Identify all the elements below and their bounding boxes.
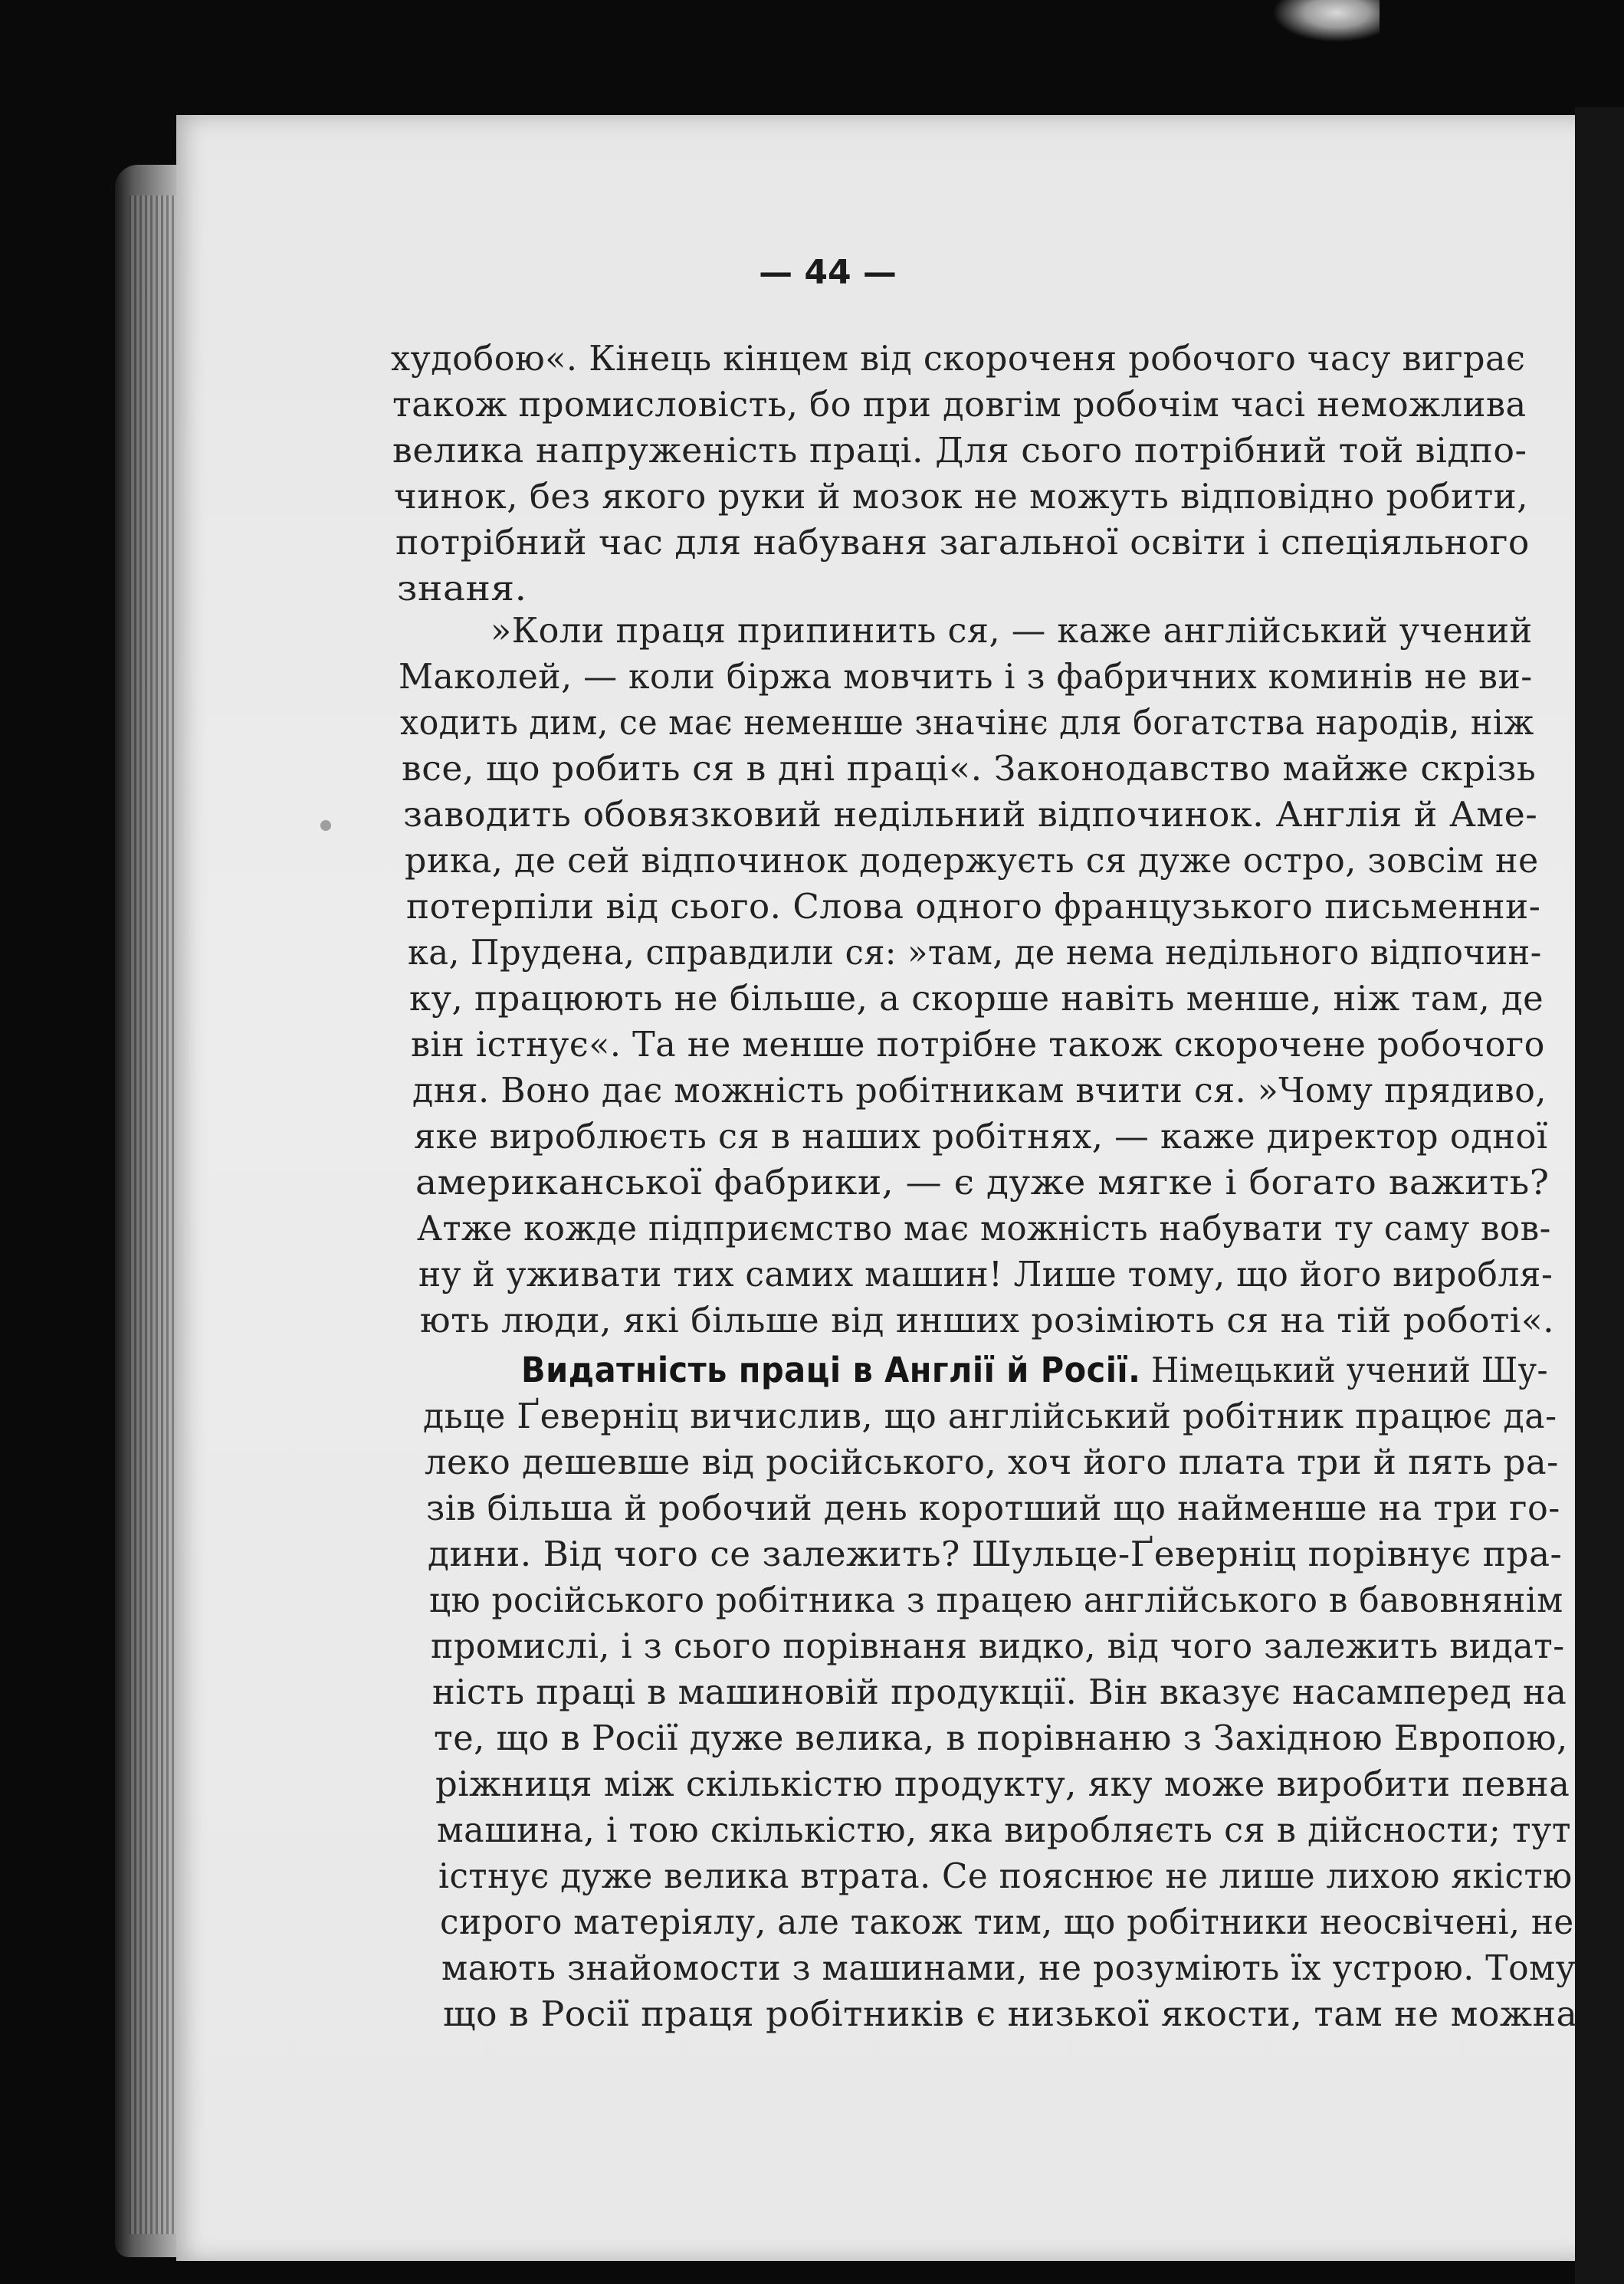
text-line: Маколей, — коли біржа мовчить і з фабричних коминів не ви- [399,656,1533,697]
text-line: все, що робить ся в дні праці«. Законодавство майже скрізь [402,748,1537,789]
text-line: заводить обовязковий недільний відпочинок. Англія й Аме- [403,794,1538,835]
text-line: ка, Прудена, справдили ся: »там, де нема недільного відпочин- [408,932,1542,973]
text-line: машина, і тою скількістю, яка виробляєть ся в дійсности; тут [437,1810,1572,1850]
text-line: ку, працюють не більше, а скорше навіть менше, ніж там, де [409,978,1544,1019]
text-line: яке вироблюєть ся в наших робітнях, — каже директор одної [414,1116,1548,1157]
text-line: дьце Ґеверніц вичислив, що англійський робітник працює да- [423,1396,1557,1436]
text-line: промислі, і з сього порівнаня видко, від чого залежить видат- [431,1626,1565,1666]
text-line: велика напруженість праці. Для сього потрібний той відпо- [392,430,1527,471]
text-line: сирого матеріялу, але також тим, що робітники неосвічені, не [440,1902,1574,1942]
text-line: мають знайомости з машинами, не розуміють їх устрою. Тому [441,1948,1576,1988]
text-line: цю російського робітника з працею англійського в бавовнянім [429,1580,1563,1620]
text-line: чинок, без якого руки й мозок не можуть відповідно робити, [394,476,1528,517]
section-heading: Видатність праці в Англії й Росії. [521,1350,1141,1390]
text-line: потерпіли від сього. Слова одного французького письменни- [406,886,1541,927]
text-line: Атже кожде підприємство має можність набувати ту саму вов- [417,1208,1551,1249]
text-line: леко дешевше від російського, хоч його плата три й пять ра- [425,1442,1559,1482]
scan-artifact [1272,0,1380,42]
book-cover-edge [1575,107,1624,2284]
text-line: потрібний час для набуваня загальної освіти і спеціяльного [395,522,1530,563]
text-line: знаня. [397,568,527,609]
text-line: те, що в Росії дуже велика, в порівнаню з Західною Европою, [434,1718,1568,1758]
text-line: ріжниця між скількістю продукту, яку може виробити певна [435,1764,1570,1804]
page-number: — 44 — [759,253,897,292]
text-line: дини. Від чого се залежить? Шульце-Ґеверніц порівнує пра- [428,1534,1563,1574]
text-line: дня. Воно дає можність робітникам вчити ся. »Чому прядиво, [412,1070,1547,1111]
text-line: рика, де сей відпочинок додержуєть ся дуже остро, зовсім не [405,840,1539,881]
text-line: американської фабрики, — є дуже мягке і богато важить? [415,1162,1550,1203]
section-heading-line [521,1350,1548,1390]
text-line: він істнує«. Та не менше потрібне також скорочене робочого [411,1024,1545,1065]
text-line: що в Росії праця робітників є низької якости, там не можна [443,1994,1578,2034]
text-line: ють люди, які більше від инших розіміють ся на тій роботі«. [420,1300,1555,1341]
text-line: також промисловість, бо при довгім робочім часі неможлива [392,384,1527,425]
text-line: істнує дуже велика втрата. Се пояснює не лише лихою якістю [438,1856,1573,1896]
text-line: худобою«. Кінець кінцем від скороченя робочого часу виграє [391,338,1526,379]
text-line: Німецький учений Шу- [1140,1350,1548,1390]
text-line: ність праці в машиновій продукції. Він вказує насамперед на [432,1672,1567,1712]
margin-spot [320,820,331,831]
text-line: ходить дим, се має неменше значінє для богатства народів, ніж [400,702,1534,743]
text-line: »Коли праця припинить ся, — каже англійський учений [490,610,1533,651]
text-line: ну й уживати тих самих машин! Лише тому, що його виробля- [418,1254,1553,1295]
text-line: зів більша й робочий день коротший що найменше на три го- [426,1488,1560,1528]
